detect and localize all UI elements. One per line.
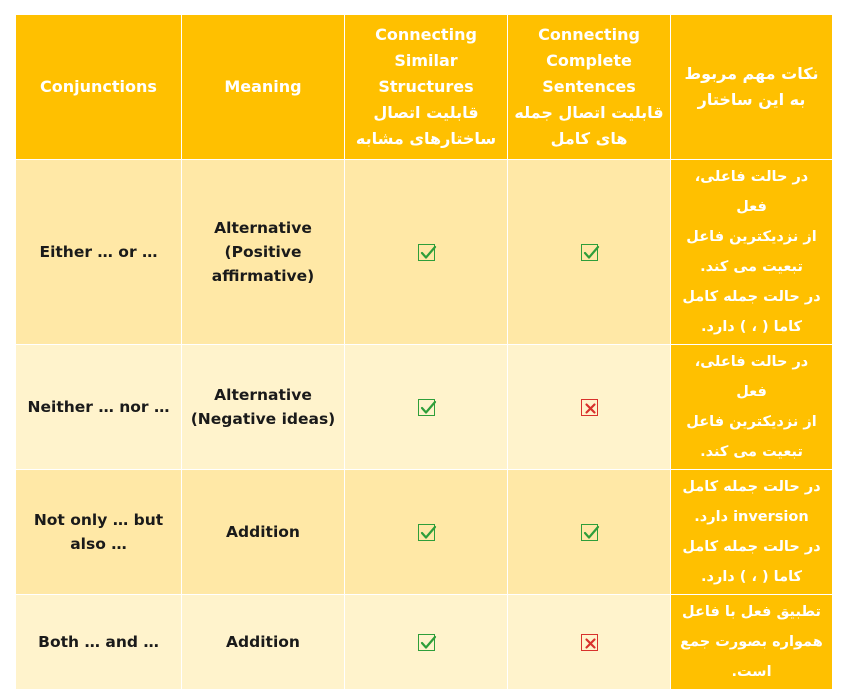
meaning-cell: Addition	[182, 595, 345, 690]
note-cell	[671, 470, 833, 595]
checkbox-check-icon	[418, 244, 435, 261]
note-line: در حالت جمله کامل	[682, 289, 821, 305]
complete-cell	[508, 160, 671, 345]
similar-cell	[345, 345, 508, 470]
complete-cell	[508, 470, 671, 595]
note-line: همواره بصورت جمع	[680, 634, 823, 650]
note-line: از نزدیکترین فاعل	[686, 414, 817, 430]
similar-cell	[345, 160, 508, 345]
header-similar-en: Connecting Similar Structures	[375, 25, 477, 96]
table-row	[16, 345, 833, 470]
complete-cell	[508, 345, 671, 470]
header-similar-fa: قابلیت اتصال ساختارهای مشابه	[355, 103, 497, 148]
meaning-cell: Addition	[182, 470, 345, 595]
note-cell	[671, 160, 833, 345]
complete-cell	[508, 595, 671, 690]
note-cell	[671, 345, 833, 470]
table-row	[16, 595, 833, 690]
similar-cell	[345, 595, 508, 690]
header-complete-sentences	[508, 15, 671, 160]
note-line: کاما ( ، ) دارد.	[701, 569, 802, 585]
checkbox-cross-icon	[581, 399, 598, 416]
similar-cell	[345, 470, 508, 595]
conjunction-cell: Neither … nor …	[16, 345, 182, 470]
note-line: از نزدیکترین فاعل	[686, 229, 817, 245]
conjunction-cell: Not only … but also …	[16, 470, 182, 595]
note-line: در حالت فاعلی، فعل	[694, 169, 809, 215]
header-row	[16, 15, 833, 160]
note-cell	[671, 595, 833, 690]
checkbox-check-icon	[581, 244, 598, 261]
note-line: inversion دارد.	[694, 509, 809, 525]
table-row	[16, 160, 833, 345]
note-line: در حالت جمله کامل	[682, 479, 821, 495]
header-complete-en: Connecting Complete Sentences	[538, 25, 640, 96]
header-similar-structures	[345, 15, 508, 160]
note-line: تطبیق فعل با فاعل	[682, 604, 821, 620]
checkbox-check-icon	[418, 399, 435, 416]
header-conjunctions: Conjunctions	[16, 15, 182, 160]
note-line: است.	[731, 664, 772, 680]
note-line: تبعیت می کند.	[700, 259, 803, 275]
header-notes: نکات مهم مربوط به این ساختار	[671, 15, 833, 160]
note-line: کاما ( ، ) دارد.	[701, 319, 802, 335]
meaning-cell: Alternative (Positive affirmative)	[182, 160, 345, 345]
checkbox-check-icon	[581, 524, 598, 541]
header-meaning: Meaning	[182, 15, 345, 160]
table-row	[16, 470, 833, 595]
conjunction-cell: Both … and …	[16, 595, 182, 690]
note-line: در حالت فاعلی، فعل	[694, 354, 809, 400]
checkbox-check-icon	[418, 524, 435, 541]
header-complete-fa: قابلیت اتصال جمله های کامل	[514, 103, 664, 148]
note-line: تبعیت می کند.	[700, 444, 803, 460]
conjunctions-table	[15, 14, 833, 690]
conjunction-cell: Either … or …	[16, 160, 182, 345]
note-line: در حالت جمله کامل	[682, 539, 821, 555]
meaning-cell: Alternative (Negative ideas)	[182, 345, 345, 470]
